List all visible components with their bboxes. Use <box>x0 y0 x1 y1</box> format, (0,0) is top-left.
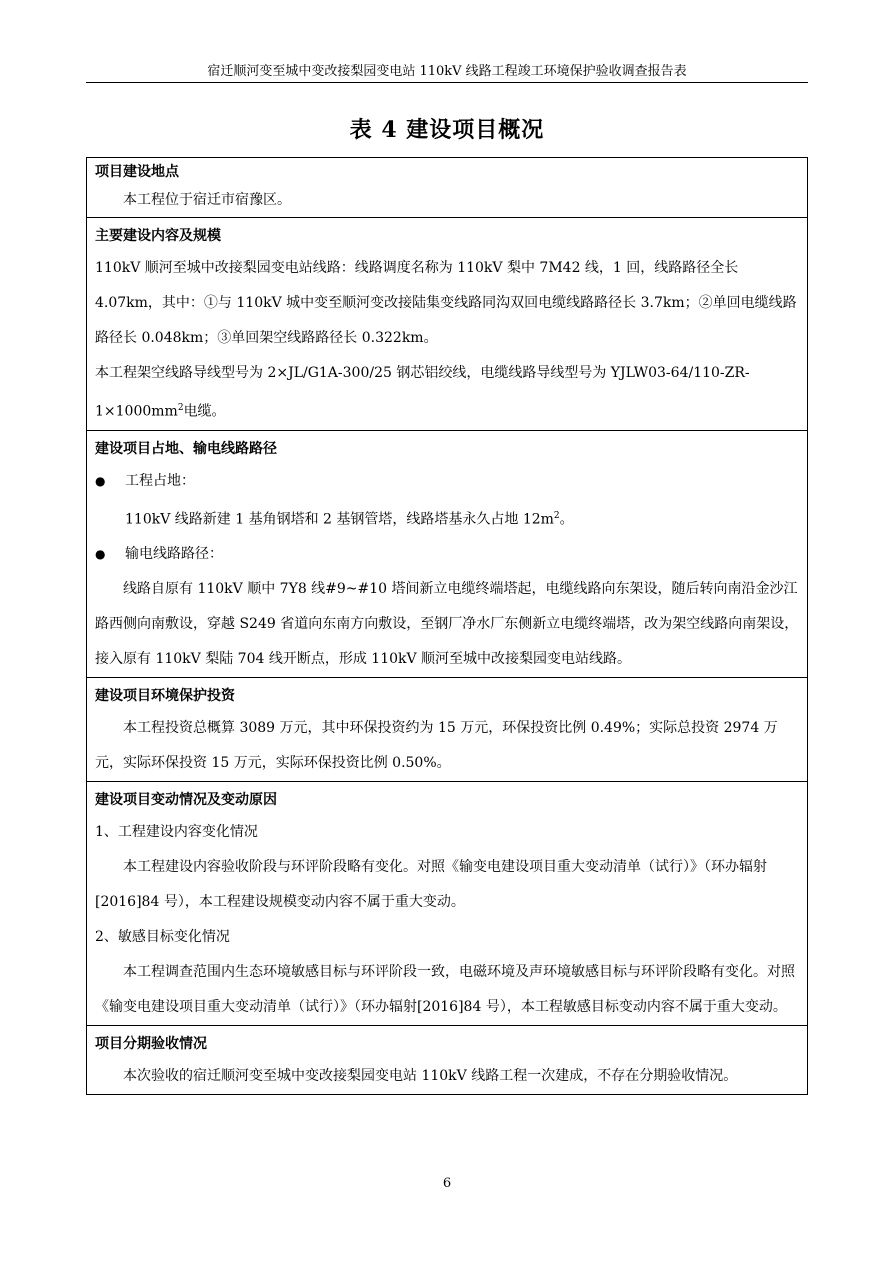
phased-text: 本次验收的宿迁顺河变至城中变改接梨园变电站 110kV 线路工程一次建成，不存在分期验收情况。 <box>123 1068 738 1085</box>
scale-paragraph-2: 本工程架空线路导线型号为 2×JL/G1A-300/25 钢芯铝绞线，电缆线路导线型号为 $YJLW03-64/110-ZR-1\times 1000mm^2$电缆。 <box>95 365 750 420</box>
section-location <box>87 158 807 217</box>
section-heading: 项目建设地点 <box>95 164 179 180</box>
location-text: 本工程位于宿迁市宿豫区。 <box>123 192 291 208</box>
superscript: 2 <box>553 510 560 521</box>
section-heading: 主要建设内容及规模 <box>95 228 221 244</box>
section-heading: 建设项目占地、输电线路路径 <box>95 440 277 457</box>
section-land-route <box>87 430 807 678</box>
page-title: 表 4 建设项目概况 <box>349 117 545 143</box>
running-header: 宿迁顺河变至城中变改接梨园变电站 110kV 线路工程竣工环境保护验收调查报告表 <box>207 64 687 79</box>
investment-text: 本工程投资总概算 3089 万元，其中环保投资约为 15 万元，环保投资比例 0.49%；实际总投资 2974 万元，实际环保投资 15 万元，实际环保投资比例 0.50%。 <box>95 720 778 772</box>
section-heading: 项目分期验收情况 <box>95 1036 207 1053</box>
changes-subtitle-1: 1、工程建设内容变化情况 <box>95 824 258 841</box>
changes-text-1: 本工程建设内容验收阶段与环评阶段略有变化。对照《输变电建设项目重大变动清单（试行）》（环办辐射[2016]84 号），本工程建设规模变动内容不属于重大变动。 <box>95 859 767 911</box>
section-scale <box>87 217 807 430</box>
section-investment <box>87 677 807 781</box>
land-text: 110kV 线路新建 1 基角钢塔和 2 基钢管塔，线路塔基永久占地 $12m^2$。 <box>125 510 574 528</box>
scale-paragraph-1: 110kV 顺河至城中改接梨园变电站线路：线路调度名称为 110kV 梨中 7M42 线，1 回，线路路径全长 4.07km，其中：①与 110kV 城中变至顺河变改接陆集变线路同沟双回电缆线路路径长 3.7km；②单回电缆线路路径长 0.048km；③单回架空线路路径长 0.322km。 <box>95 260 797 346</box>
section-phased <box>87 1025 807 1094</box>
bullet-icon: ● <box>95 547 106 562</box>
bullet-icon: ● <box>95 473 106 488</box>
section-heading: 建设项目变动情况及变动原因 <box>95 792 277 809</box>
changes-text-2: 本工程调查范围内生态环境敏感目标与环评阶段一致，电磁环境及声环境敏感目标与环评阶段略有变化。对照《输变电建设项目重大变动清单（试行）》（环办辐射[2016]84 号），本工程敏感目标变动内容不属于重大变动。 <box>95 964 795 1016</box>
changes-subtitle-2: 2、敏感目标变化情况 <box>95 929 230 946</box>
route-text: 线路自原有 110kV 顺中 7Y8 线#9~#10 塔间新立电缆终端塔起，电缆线路向东架设，随后转向南沿金沙江路西侧向南敷设，穿越 S249 省道向东南方向敷设，至钢厂净水厂东侧新立电缆终端塔，改为架空线路向南架设，接入原有 110kV 梨陆 704 线开断点，形成 110kV 顺河至城中改接梨园变电站线路。 <box>95 581 799 668</box>
section-heading: 建设项目环境保护投资 <box>95 688 235 705</box>
bullet-item: ● 输电线路路径： <box>95 537 799 572</box>
header-rule <box>86 82 808 83</box>
bullet-item: ● 工程占地： <box>95 464 799 499</box>
page-number: 6 <box>442 1176 452 1191</box>
superscript: 2 <box>177 403 184 413</box>
project-overview-table <box>86 157 808 1095</box>
section-changes <box>87 781 807 1025</box>
